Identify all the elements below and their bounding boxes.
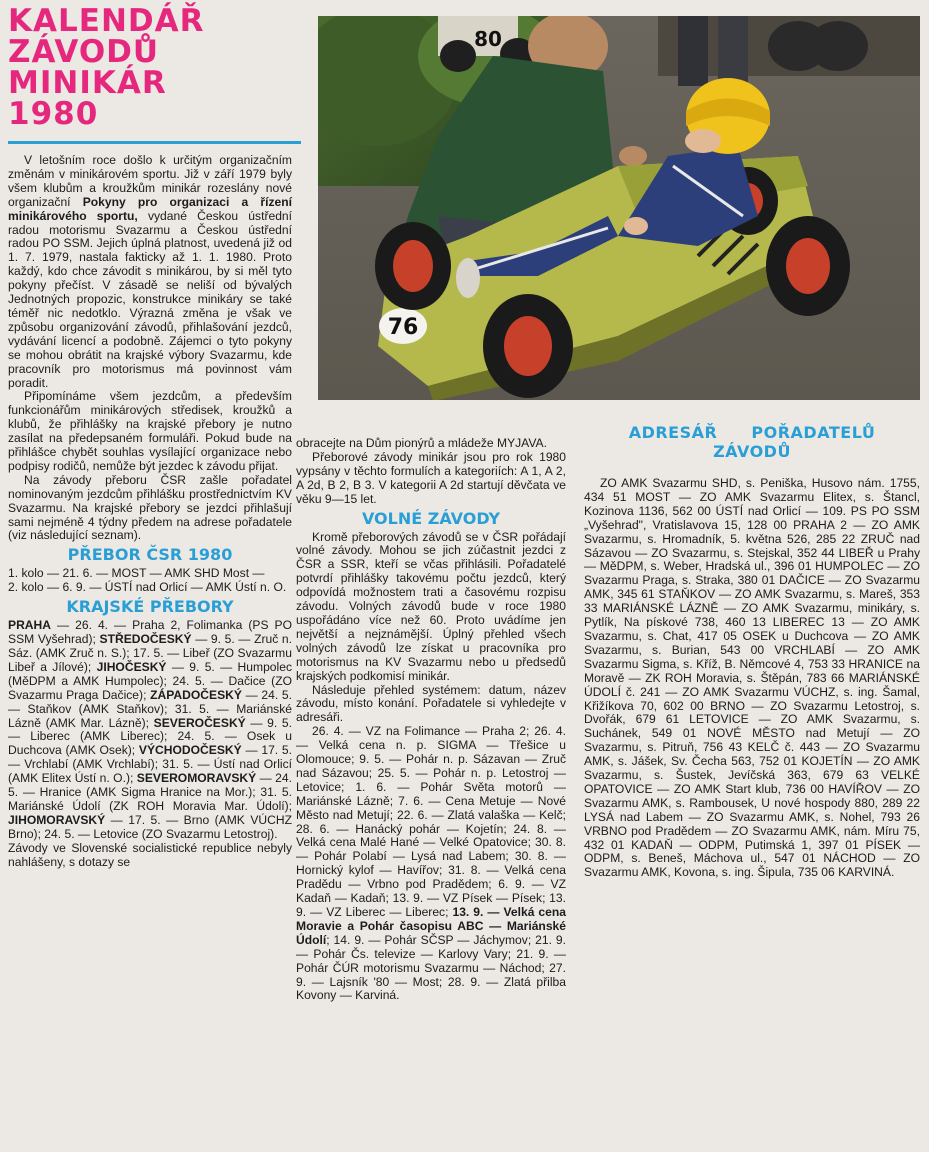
volne-zavody-list (296, 725, 566, 1003)
region-vychodocesky-text: — 17. 5. — Vrchlabí (AMK Vrchlabí); 31. 5. — Ústí nad Orlicí (AMK Elitex Ústí n. O.); (8, 743, 292, 786)
heading-adresar-line-1: ADRESÁŘ POŘADATELŮ (628, 423, 876, 442)
column-3 (584, 423, 920, 880)
slovak-note-continued: obracejte na Dům pionýrů a mládeže MYJAVA. (296, 436, 547, 450)
title-line-4: 1980 (8, 96, 99, 132)
heading-adresar (584, 423, 920, 461)
region-severocesky-text: — 9. 5. — Liberec (AMK Liberec); 24. 5. — Osek u Duchcova (AMK Osek); (8, 715, 292, 758)
volne-list-a: 26. 4. — VZ na Folimance — Praha 2; 26. 4. — Velká cena n. p. SIGMA — Třešice u Olomouce; 9. 5. — Pohár n. p. Sázavan — Zruč nad Sázavou; 25. 5. — Pohár n. p. Letostroj — Letovice; 1. 6. — Pohár Světa motorů — Mariánské Lázně; 7. 6. — Cena Metuje — Nové Město nad Metují; 22. 6. — Zlatá valaška — Kelč; 28. 6. — Hanácký pohár — Kojetín; 24. 8. — Velká cena Malé Hané — Velké Opatovice; 30. 8. — Pohár Polabí — Lysá nad Labem; 30. 8. — Hornický kylof — Havířov; 31. 8. — Velká cena Pradědu — Vrbno pod Pradědem; 6. 9. — VZ Kadaň — Kadaň; 13. 9. — VZ Písek — Písek; 13. 9. — VZ Liberec — Liberec; (296, 724, 566, 919)
heading-adresar-line-2: ZÁVODŮ (713, 442, 791, 461)
volne-list-highlight: 13. 9. — Velká cena Moravie a Pohár časopisu ABC — Mariánské Údolí (296, 905, 566, 947)
title-line-1: KALENDÁŘ (8, 3, 205, 39)
region-zapadocesky-text: — 24. 5. — Staňkov (AMK Staňkov); 31. 5. — Mariánské Lázně (AMK Mar. Lázně); (8, 687, 292, 730)
volne-list-b: ; 14. 9. — Pohár SČSP — Jáchymov; 21. 9. — Pohár Čs. televize — Karlovy Vary; 21. 9. — Pohár ČÚR motorismu Svazarmu — Náchod; 27. 9. — Lajsník '80 — Most; 28. 9. — Zlatá přilba Kovony — Karviná. (296, 932, 566, 1003)
title-divider (8, 141, 301, 144)
heading-prebor-csr: PŘEBOR ČSR 1980 (67, 545, 233, 565)
intro-paragraph-2: Připomínáme všem jezdcům, a především funkcionářům minikárových středisek, kroužků a klubů, že přihlášky na krajské přebory je nutno zasílat na předepsaném formuláři. Pokud bude na přihlášce chybět souhlas vysílající organizace nebo podpisy rodičů, nemůže být jezdec k závodu přijat. (8, 389, 292, 473)
title-line-3: MINIKÁR (8, 65, 167, 101)
region-stredocesky-text: — 9. 5. — Zruč n. Sáz. (AMK Zruč n. S.); 17. 5. — Libeř (ZO Svazarmu Libeř a Jílové); (8, 632, 292, 674)
region-stredocesky: STŘEDOČESKÝ (99, 632, 192, 647)
column-2 (296, 437, 566, 1003)
region-jihocesky-text: — 9. 5. — Humpolec (MěDPM a AMK Humpolec); 24. 5. — Dačice (ZO Svazarmu Praga Dačice); (8, 659, 292, 702)
prehled-paragraph: Následuje přehled systémem: datum, název závodu, místo konání. Pořadatele si vyhledejte v adresáři. (296, 682, 566, 725)
region-jihomoravsky-text: — 17. 5. — Brno (AMK VÚCHZ Brno); 24. 5. — Letovice (ZO Svazarmu Letostroj). (8, 812, 292, 841)
intro-paragraph-3: Na závody přeboru ČSR zašle pořadatel nominovaným jezdcům přihlášku prostřednictvím KV Svazarmu. Na krajské přebory se jezdci přihlašují sami nejméně 4 týdny předem na adrese pořadatele (viz následující seznam). (8, 472, 292, 543)
slovak-note: Závody ve Slovenské socialistické republice nebyly nahlášeny, s dotazy se (8, 840, 292, 869)
heading-volne-zavody: VOLNÉ ZÁVODY (361, 508, 501, 528)
minikara-photo (318, 16, 920, 400)
region-jihomoravsky: JIHOMORAVSKÝ (8, 812, 106, 827)
volne-paragraph: Kromě přeborových závodů se v ČSR pořádají volné závody. Mohou se jich zúčastnit jezdci z ČSR a SSR, kteří se včas přihlásili. Pořadatelé potvrdí přihlášky takovému počtu jezdců, který odpovídá možnostem trati a časovému rozpisu závodu. Volných závodů bude v roce 1980 uspořádáno více než 60. Proto uvádíme jen největší a nejznámější. Úplný přehled všech volných závodů lze získat u pracovníka pro motorismus na KV Svazarmu nebo u předsedů krajských podkomisí minikár. (296, 529, 566, 683)
region-praha: PRAHA (8, 618, 52, 633)
title-line-2: ZÁVODŮ (8, 34, 160, 70)
adresar-list: ZO AMK Svazarmu SHD, s. Peniška, Husovo nám. 1755, 434 51 MOST — ZO AMK Svazarmu Elitex, s. Štancl, Kozinova 1136, 562 00 ÚSTÍ nad Orlicí — 109. PS PO SSM „Vyšehrad", Vratislavova 15, 128 00 PRAHA 2 — ZO AMK Svazarmu, s. Hromadník, 5. května 526, 285 22 ZRUČ nad Sázavou — ZO Svazarmu, s. Stejskal, 352 44 LIBEŘ u Prahy — MěDPM, s. Weber, Hradská ul., 396 01 HUMPOLEC — ZO Svazarmu Praga, s. Straka, 380 01 DAČICE — ZO Svazarmu AMK, 345 61 STAŇKOV — ZO AMK Svazarmu, s. Mareš, 353 33 MARIÁNSKÉ LÁZNĚ — ZO AMK Svazarmu, minikáry, s. Pytlík, Na pískové 738, 460 13 LIBEREC 13 — ZO AMK Svazarmu, s. Chat, 417 05 OSEK u Duchcova — ZO AMK Svazarmu, s. Burian, 543 00 VRCHLABÍ — ZO AMK Svazarmu Sigma, s. Kříž, B. Němcové 4, 753 33 HRANICE na Moravě — ZK ROH Moravia, s. Štěpán, 783 66 MARIÁNSKÉ ÚDOLÍ č. 241 — ZO AMK Svazarmu VÚCHZ, s. ing. Šamal, Křižíkova 70, 602 00 BRNO — ZO Svazarmu Letostroj, s. Dvořák, 679 61 LETOVICE — ZO AMK Svazarmu, s. Suchánek, 549 01 NOVÉ MĚSTO nad Metují — ZO Svazarmu, s. Pitruň, 756 43 KELČ č. 443 — ZO Svazarmu AMK, s. Jášek, Sv. Čecha 563, 752 01 KOJETÍN — ZO AMK Svazarmu, s. Šustek, Jevíčská 363, 679 63 VELKÉ OPATOVICE — ZO AMK Start klub, 736 00 HAVÍŘOV — ZO Svazarmu AMK, s. Rambousek, U nové hospody 880, 289 22 LYSÁ nad Labem — ZO Svazarmu AMK, s. Nohel, 793 26 VRBNO pod Pradědem — ZO Svazarmu AMK, nám. Míru 75, 432 01 KADAŇ — ODPM, Putimská 1, 397 01 PÍSEK — ODPM, s. Beneš, Máchova ul., 547 01 NÁCHOD — ZO Svazarmu AMK, Kovona, s. ing. Šipula, 735 06 KARVINÁ. (584, 476, 920, 880)
kart-number: 76 (387, 315, 419, 340)
region-severomoravsky-text: — 24. 5. — Hranice (AMK Sigma Hranice na Mor.); 31. 5. Mariánské Údolí (ZK ROH Moravia Mar. Údolí); (8, 771, 292, 813)
csr-round-1: 1. kolo — 21. 6. — MOST — AMK SHD Most — (8, 566, 265, 581)
column-1 (8, 154, 292, 870)
csr-round-2: 2. kolo — 6. 9. — ÚSTÍ nad Orlicí — AMK Ústí n. O. (8, 580, 287, 595)
photo-illustration (318, 16, 920, 400)
region-zapadocesky: ZÁPADOČESKÝ (150, 687, 242, 702)
region-praha-text: — 26. 4. — Praha 2, Folimanka (PS PO SSM Vyšehrad); (8, 618, 292, 647)
intro-text-a: V letošním roce došlo k určitým organizačním změnám v minikárovém sportu. Již v září 1979 byly všem klubům a kroužkům minikár rozeslány nové organizační (8, 153, 292, 209)
article-title (8, 3, 308, 132)
region-severocesky: SEVEROČESKÝ (153, 715, 246, 730)
background-kart-number: 80 (474, 27, 502, 51)
krajske-prebory-list (8, 619, 292, 842)
heading-krajske-prebory: KRAJSKÉ PŘEBORY (66, 597, 234, 617)
intro-paragraph-1 (8, 154, 292, 390)
region-jihocesky: JIHOČESKÝ (96, 659, 167, 674)
formule-paragraph: Přeborové závody minikár jsou pro rok 1980 vypsány v těchto formulích a kategoriích: A 1, A 2, A 2d, B 2, B 3. V kategorii A 2d startují děvčata ve věku 9—15 let. (296, 449, 566, 506)
region-severomoravsky: SEVEROMORAVSKÝ (136, 771, 257, 786)
intro-text-b: vydané Českou ústřední radou motorismu Svazarmu a Českou ústřední radou PO SSM. Jejich úplná platnost, uvedená již od 1. 7. 1979, nastala fakticky až 1. 1. 1980. Proto každý, kdo chce závodit s minikárou, by si měl tyto pokyny přečíst. V zásadě se neliší od bývalých Jednotných propozic, konstrukce minikáry se také téměř nic nedotklo. Výrazná změna je však ve způsobu organizování závodů, přihlašování jezdců, vydávání licencí a podobně. Zájemci o tyto pokyny se mohou obrátit na krajské výbory Svazarmu, kde pracovník pro motorismus má povinnost vám poradit. (8, 208, 293, 390)
region-vychodocesky: VÝCHODOČESKÝ (138, 743, 242, 758)
intro-text-bold: Pokyny pro organizaci a řízení minikárového sportu, (8, 194, 292, 223)
